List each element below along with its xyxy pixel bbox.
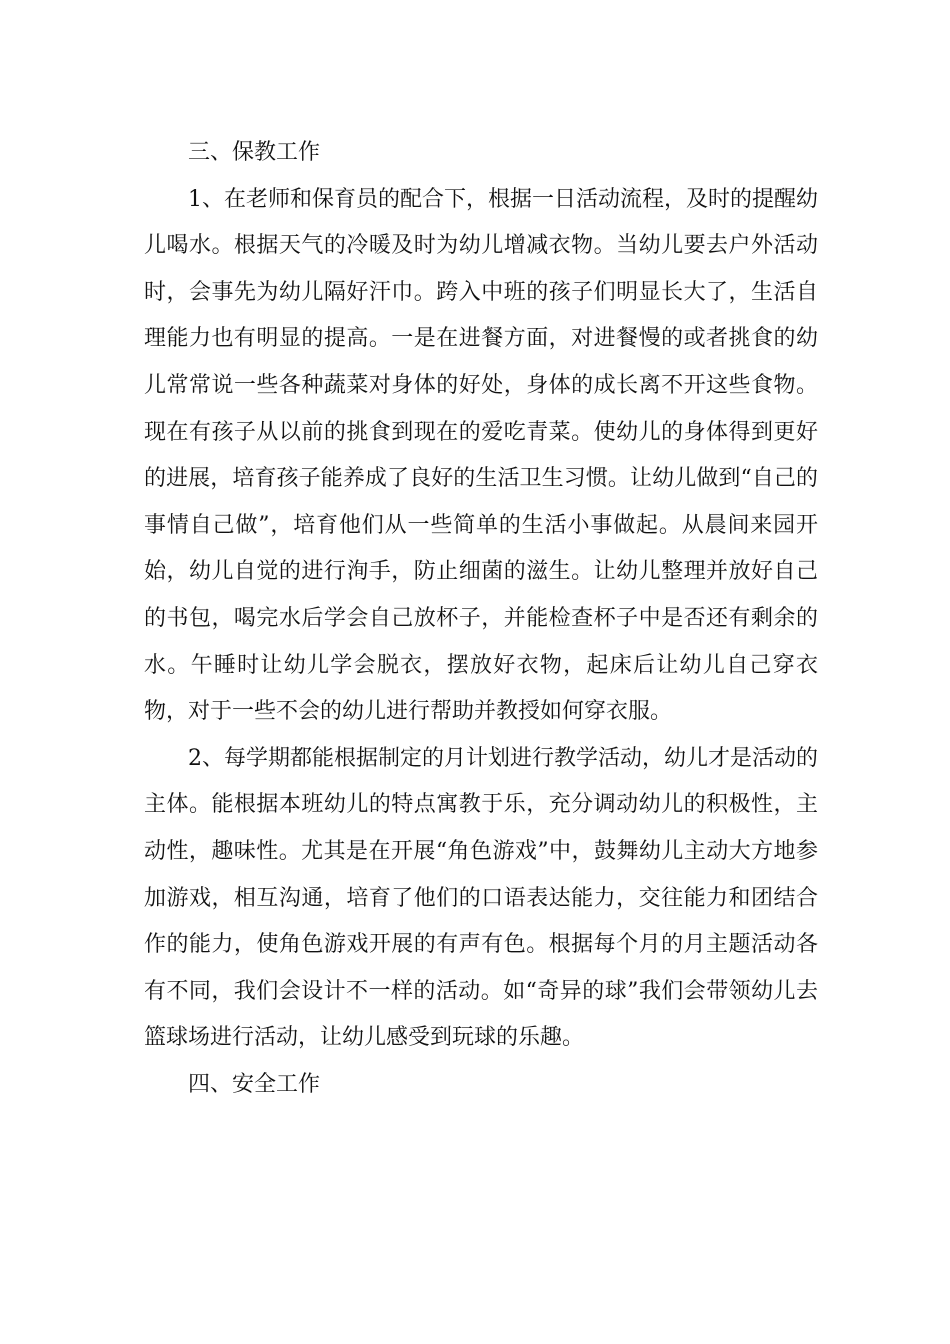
section-heading-3: 三、保教工作 [188,140,321,165]
paragraph-2: 2、每学期都能根据制定的月计划进行教学活动，幼儿才是活动的主体。能根据本班幼儿的特点寓教于乐，充分调动幼儿的积极性，主动性，趣味性。尤其是在开展“角色游戏”中，鼓舞幼儿主动大方地参加游戏，相互沟通，培育了他们的口语表达能力，交往能力和团结合作的能力，使角色游戏开展的有声有色。根据每个月的月主题活动各有不同，我们会设计不一样的活动。如“奇异的球”我们会带领幼儿去篮球场进行活动，让幼儿感受到玩球的乐趣。 [144,745,818,1051]
paragraph-1: 1、在老师和保育员的配合下，根据一日活动流程，及时的提醒幼儿喝水。根据天气的冷暖及时为幼儿增减衣物。当幼儿要去户外活动时，会事先为幼儿隔好汗巾。跨入中班的孩子们明显长大了，生活自理能力也有明显的提高。一是在进餐方面，对进餐慢的或者挑食的幼儿常常说一些各种蔬菜对身体的好处，身体的成长离不开这些食物。现在有孩子从以前的挑食到现在的爱吃青菜。使幼儿的身体得到更好的进展，培育孩子能养成了良好的生活卫生习惯。让幼儿做到“自己的事情自己做”，培育他们从一些简单的生活小事做起。从晨间来园开始，幼儿自觉的进行洵手，防止细菌的滋生。让幼儿整理并放好自己的书包，喝完水后学会自己放杯子，并能检查杯子中是否还有剩余的水。午睡时让幼儿学会脱衣，摆放好衣物，起床后让幼儿自己穿衣物，对于一些不会的幼儿进行帮助并教授如何穿衣服。 [144,186,818,725]
document-body [144,130,818,1108]
section-heading-4: 四、安全工作 [188,1071,321,1097]
